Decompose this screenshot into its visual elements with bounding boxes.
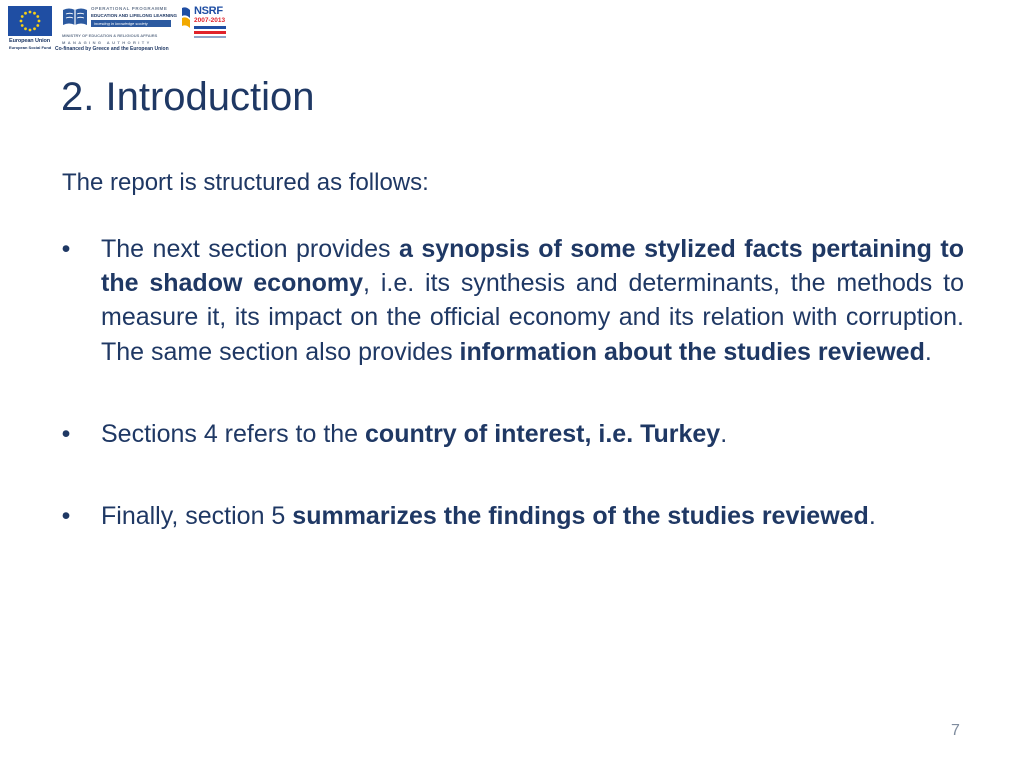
book-icon <box>62 7 88 27</box>
cofinanced-text: Co-financed by Greece and the European Union <box>55 46 169 52</box>
bullet-icon: • <box>61 502 71 531</box>
op-ministry: MINISTRY OF EDUCATION & RELIGIOUS AFFAIRS <box>62 33 158 38</box>
op-line1: OPERATIONAL PROGRAMME <box>91 6 168 11</box>
eu-flag-icon <box>8 6 52 36</box>
bullet-bold-segment: a synopsis of some stylized facts pertaining to the shadow economy <box>101 235 965 298</box>
bullet-text-segment: . <box>720 419 728 448</box>
op-line2: EDUCATION AND LIFELONG LEARNING <box>91 13 177 18</box>
bullet-text <box>101 232 964 369</box>
bullet-text-segment: . <box>924 337 932 366</box>
eu-logo <box>8 6 52 50</box>
bullet-text-segment: The next section provides <box>101 235 399 263</box>
op-tagline: investing in knowledge society <box>91 20 171 27</box>
bullet-item <box>56 232 964 369</box>
bullet-icon: • <box>61 419 71 448</box>
bullet-list <box>56 232 964 533</box>
bullet-item <box>56 417 964 451</box>
eu-name: European Union <box>9 38 51 44</box>
nsrf-logo <box>180 4 232 44</box>
bullet-item <box>56 499 964 533</box>
bullet-icon: • <box>61 235 71 263</box>
eu-fund-name: European Social Fund <box>9 45 52 50</box>
logo-bar <box>0 0 240 62</box>
bullet-text-segment: , i.e. its synthesis and determinants, the methods to measure it, its impact on the official economy and its relation with corruption. The same section also provides <box>101 269 964 366</box>
nsrf-stripe <box>194 36 226 38</box>
bullet-text <box>101 499 964 533</box>
nsrf-years: 2007-2013 <box>194 17 226 24</box>
page-number: 7 <box>951 722 960 739</box>
slide-title: 2. Introduction <box>61 75 315 119</box>
bullet-bold-segment: summarizes the findings of the studies reviewed <box>292 502 869 531</box>
bullet-text <box>101 417 964 451</box>
bullet-bold-segment: country of interest, i.e. Turkey <box>365 419 721 448</box>
bullet-text-segment: . <box>868 502 876 531</box>
bullet-text-segment: Finally, section 5 <box>101 502 293 531</box>
intro-text: The report is structured as follows: <box>62 169 429 196</box>
flag-stripes-icon <box>180 6 192 32</box>
nsrf-stripe <box>194 26 226 29</box>
nsrf-title: NSRF <box>194 5 223 17</box>
bullet-bold-segment: information about the studies reviewed <box>459 337 925 366</box>
nsrf-stripe <box>194 31 226 34</box>
op-authority: MANAGING AUTHORITY <box>62 40 152 45</box>
bullet-text-segment: Sections 4 refers to the <box>101 419 366 448</box>
